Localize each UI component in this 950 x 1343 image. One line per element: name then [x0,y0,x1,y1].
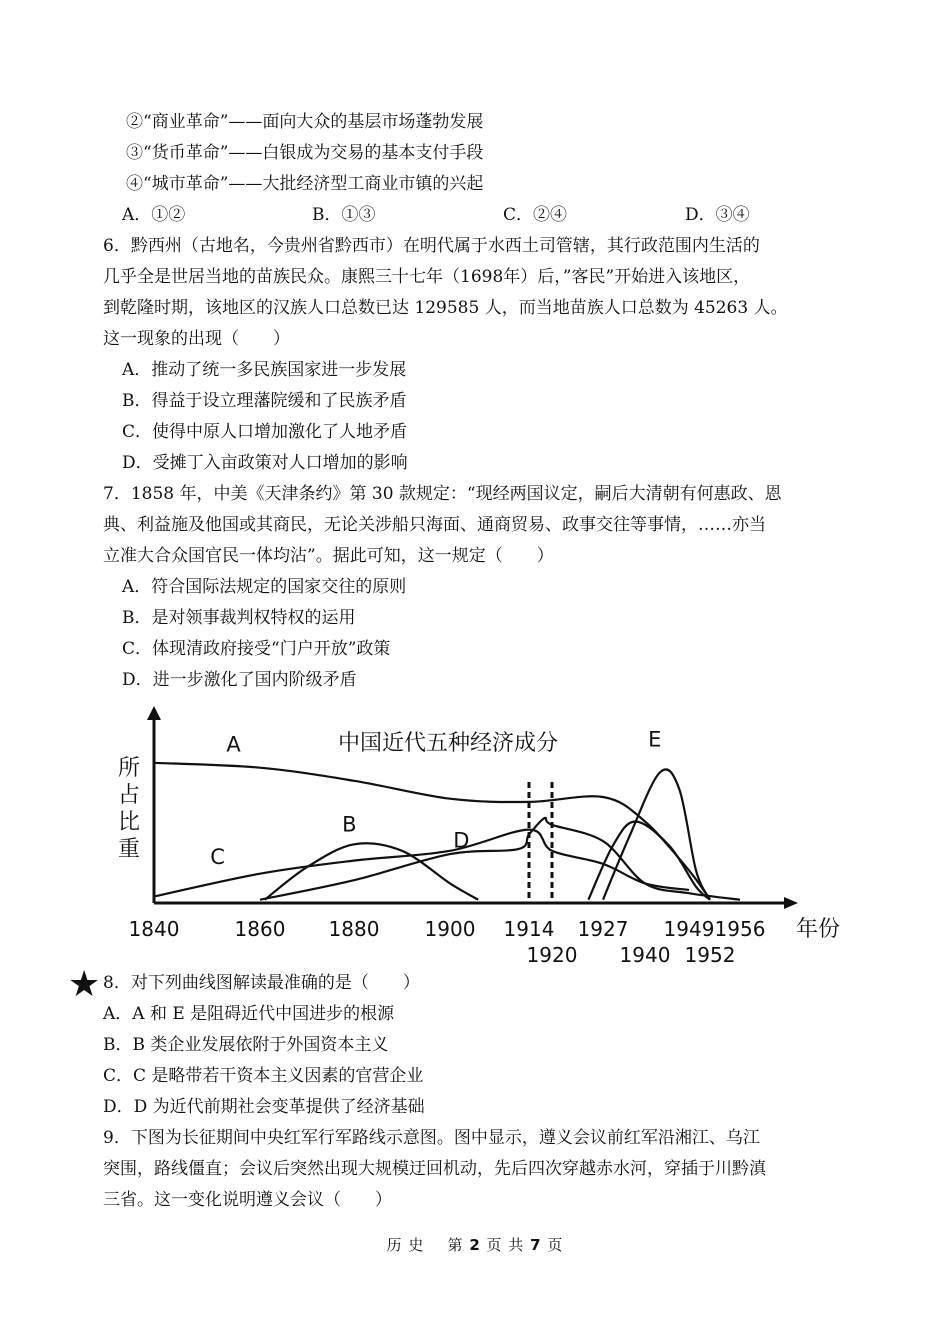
footer-subject: 历 史 [386,1236,425,1254]
q5-option-d: D．③④ [685,205,750,225]
q6-stem-line-1: 6．黔西州（古地名，今贵州省黔西市）在明代属于水西土司管辖，其行政范围内生活的 [103,236,760,256]
q6-stem-line-3: 到乾隆时期，该地区的汉族人口总数已达 129585 人，而当地苗族人口总数为 45263 人。 [103,298,788,318]
q5-option-a: A．①② [122,205,186,225]
q6-option-a: A．推动了统一多民族国家进一步发展 [122,360,407,380]
q7-option-c: C．体现清政府接受“门户开放”政策 [122,639,391,659]
x-tick-label: 1952 [684,943,736,966]
series-lines [154,763,740,900]
q8-option-a: A．A 和 E 是阻碍近代中国进步的根源 [103,1004,395,1024]
q7-option-a: A．符合国际法规定的国家交往的原则 [122,577,407,597]
q6-stem-line-4: 这一现象的出现（ ） [103,329,290,349]
footer-page-number: 2 [469,1236,481,1254]
footer-page-pre: 第 [447,1236,464,1254]
y-axis-label-char: 所 [118,756,141,781]
q7-stem-line-1: 7．1858 年，中美《天津条约》第 30 款规定：“现经两国议定，嗣后大清朝有何惠政、恩 [103,484,782,504]
series-label-d: D [453,828,470,853]
x-tick-label: 1860 [234,917,286,941]
q9-stem-line-1: 9．下图为长征期间中央红军行军路线示意图。图中显示，遵义会议前红军沿湘江、乌江 [103,1128,760,1148]
x-axis-label: 年份 [796,917,841,942]
q7-stem-line-2: 典、利益施及他国或其商民，无论关涉船只海面、通商贸易、政事交往等事情，……亦当 [103,515,766,535]
x-tick-label: 1900 [424,917,476,941]
economy-line-chart [100,700,860,966]
series-label-b: B [342,812,357,837]
q8-option-d: D．D 为近代前期社会变革提供了经济基础 [103,1097,425,1117]
x-tick-label: 1956 [714,917,766,941]
series-label-a: A [226,732,241,757]
q8-option-c: C．C 是略带若干资本主义因素的官营企业 [103,1066,424,1086]
q8-stem: 8．对下列曲线图解读最准确的是（ ） [103,973,420,993]
x-tick-label: 1927 [577,917,629,941]
x-axis-arrow [784,897,798,909]
x-tick-label: 1880 [328,917,380,941]
q6-option-b: B．得益于设立理藩院缓和了民族矛盾 [122,391,407,411]
series-label-c: C [210,844,225,869]
q5-option-c: C．②④ [503,205,568,225]
q8-option-b: B．B 类企业发展依附于外国资本主义 [103,1035,389,1055]
x-tick-label: 1840 [128,917,180,941]
y-axis-label-char: 重 [118,837,141,862]
y-axis-label [118,756,140,862]
q5-item-2: ②“商业革命”——面向大众的基层市场蓬勃发展 [126,112,484,132]
y-axis-arrow [147,706,161,720]
x-tick-labels [129,917,766,966]
x-tick-label: 1920 [526,943,578,966]
q9-stem-line-3: 三省。这一变化说明遵义会议（ ） [103,1190,392,1210]
footer-page-total: 7 [530,1236,542,1254]
x-tick-label: 1914 [503,917,555,941]
chart-title: 中国近代五种经济成分 [338,731,559,756]
q7-option-b: B．是对领事裁判权特权的运用 [122,608,356,628]
footer-page-mid: 页 共 [486,1236,525,1254]
q7-option-d: D．进一步激化了国内阶级矛盾 [122,670,357,690]
series-label-e: E [648,727,662,752]
q7-stem-line-3: 立准大合众国官民一体均沾”。据此可知，这一规定（ ） [103,546,554,566]
q5-item-4: ④“城市革命”——大批经济型工商业市镇的兴起 [126,174,484,194]
footer-page-post: 页 [547,1236,564,1254]
y-axis-label-char: 比 [118,810,141,835]
x-tick-label: 1940 [619,943,671,966]
q5-option-b: B．①③ [312,205,376,225]
x-tick-label: 1949 [663,917,715,941]
q6-stem-line-2: 几乎全是世居当地的苗族民众。康熙三十七年（1698年）后，”客民”开始进入该地区， [103,267,751,287]
q6-option-d: D．受摊丁入亩政策对人口增加的影响 [122,453,408,473]
q6-option-c: C．使得中原人口增加激化了人地矛盾 [122,422,408,442]
page-footer [0,1234,950,1255]
q9-stem-line-2: 突围，路线僵直；会议后突然出现大规模迂回机动，先后四次穿越赤水河，穿插于川黔滇 [103,1159,766,1179]
y-axis-label-char: 占 [118,783,141,808]
star-icon: ★ [68,964,101,1005]
q5-item-3: ③“货币革命”——白银成为交易的基本支付手段 [126,143,484,163]
